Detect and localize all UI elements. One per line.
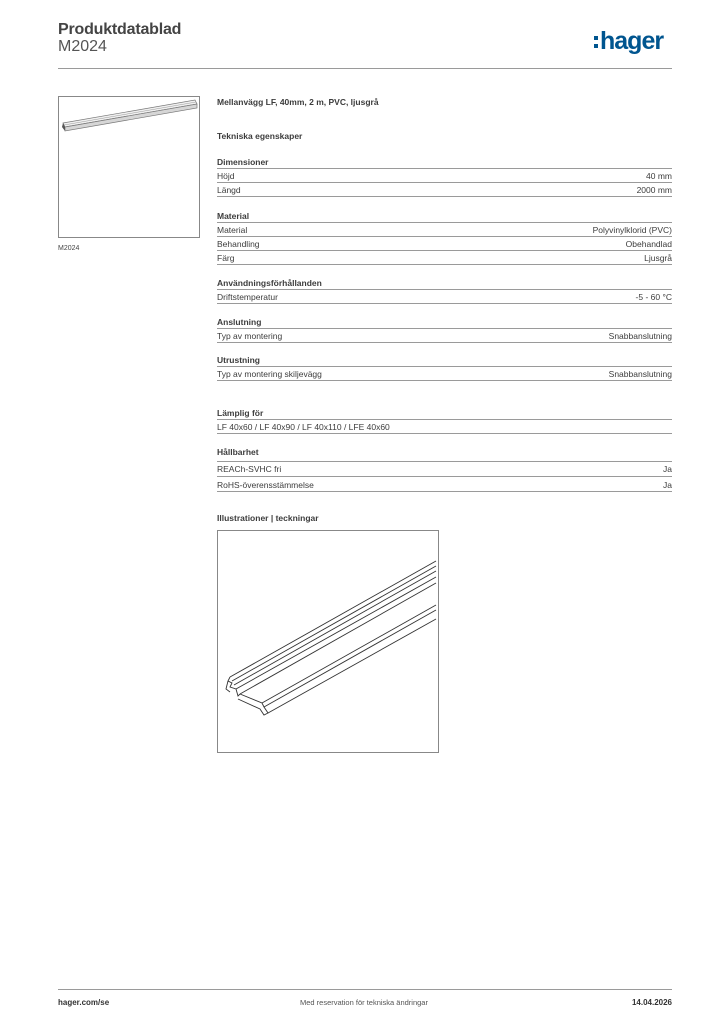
product-description: Mellanvägg LF, 40mm, 2 m, PVC, ljusgrå <box>217 97 379 107</box>
row-divider <box>217 303 672 304</box>
row-value: 2000 mm <box>636 185 672 195</box>
product-thumbnail-image <box>59 97 199 237</box>
section-title-suitable: Lämplig för <box>217 408 264 418</box>
logo-wordmark: hager <box>600 26 664 55</box>
row-divider <box>217 222 672 223</box>
row-value: Ja <box>663 480 672 490</box>
row-label: Typ av montering <box>217 331 283 341</box>
row-divider <box>217 182 672 183</box>
row-label: Material <box>217 225 248 235</box>
row-divider <box>217 168 672 169</box>
row-label: Höjd <box>217 171 235 181</box>
properties-heading: Tekniska egenskaper <box>217 131 303 141</box>
row-divider <box>217 491 672 492</box>
row-divider <box>217 289 672 290</box>
suitable-for-text: LF 40x60 / LF 40x90 / LF 40x110 / LFE 40x60 <box>217 422 390 432</box>
row-label: Längd <box>217 185 241 195</box>
row-divider <box>217 461 672 462</box>
product-drawing-image <box>218 531 438 752</box>
row-label: Driftstemperatur <box>217 292 278 302</box>
row-divider <box>217 419 672 420</box>
row-divider <box>217 264 672 265</box>
row-divider <box>217 433 672 434</box>
row-divider <box>217 196 672 197</box>
hager-logo <box>594 26 663 56</box>
product-thumbnail <box>58 96 200 238</box>
row-divider <box>217 380 672 381</box>
row-value: Ja <box>663 464 672 474</box>
row-divider <box>217 250 672 251</box>
row-value: Snabbanslutning <box>608 331 672 341</box>
row-value: Polyvinylklorid (PVC) <box>592 225 672 235</box>
section-title-equipment: Utrustning <box>217 355 260 365</box>
row-divider <box>217 236 672 237</box>
row-divider <box>217 328 672 329</box>
section-title-material: Material <box>217 211 250 221</box>
section-title-usage: Användningsförhållanden <box>217 278 322 288</box>
footer-date: 14.04.2026 <box>631 998 672 1007</box>
row-divider <box>217 366 672 367</box>
row-value: 40 mm <box>646 171 672 181</box>
header-divider <box>58 68 672 69</box>
section-title-connection: Anslutning <box>217 317 262 327</box>
page-title: Produktdatablad <box>58 21 182 38</box>
section-title-sustainability: Hållbarhet <box>217 447 259 457</box>
row-value: -5 - 60 °C <box>635 292 672 302</box>
product-drawing <box>217 530 439 753</box>
row-divider <box>217 476 672 477</box>
logo-dots-icon <box>594 36 598 48</box>
row-label: RoHS-överensstämmelse <box>217 480 314 490</box>
row-divider <box>217 342 672 343</box>
product-code: M2024 <box>58 38 107 55</box>
row-value: Ljusgrå <box>644 253 672 263</box>
row-value: Snabbanslutning <box>608 369 672 379</box>
row-value: Obehandlad <box>625 239 672 249</box>
illustrations-heading: Illustrationer | teckningar <box>217 513 319 523</box>
thumbnail-caption: M2024 <box>58 245 80 252</box>
row-label: Färg <box>217 253 235 263</box>
row-label: REACh-SVHC fri <box>217 464 282 474</box>
section-title-dimensions: Dimensioner <box>217 157 269 167</box>
footer-divider <box>58 989 672 990</box>
row-label: Typ av montering skiljevägg <box>217 369 322 379</box>
footer-note: Med reservation för tekniska ändringar <box>300 998 428 1007</box>
footer-website-link[interactable]: hager.com/se <box>58 998 110 1007</box>
row-label: Behandling <box>217 239 260 249</box>
